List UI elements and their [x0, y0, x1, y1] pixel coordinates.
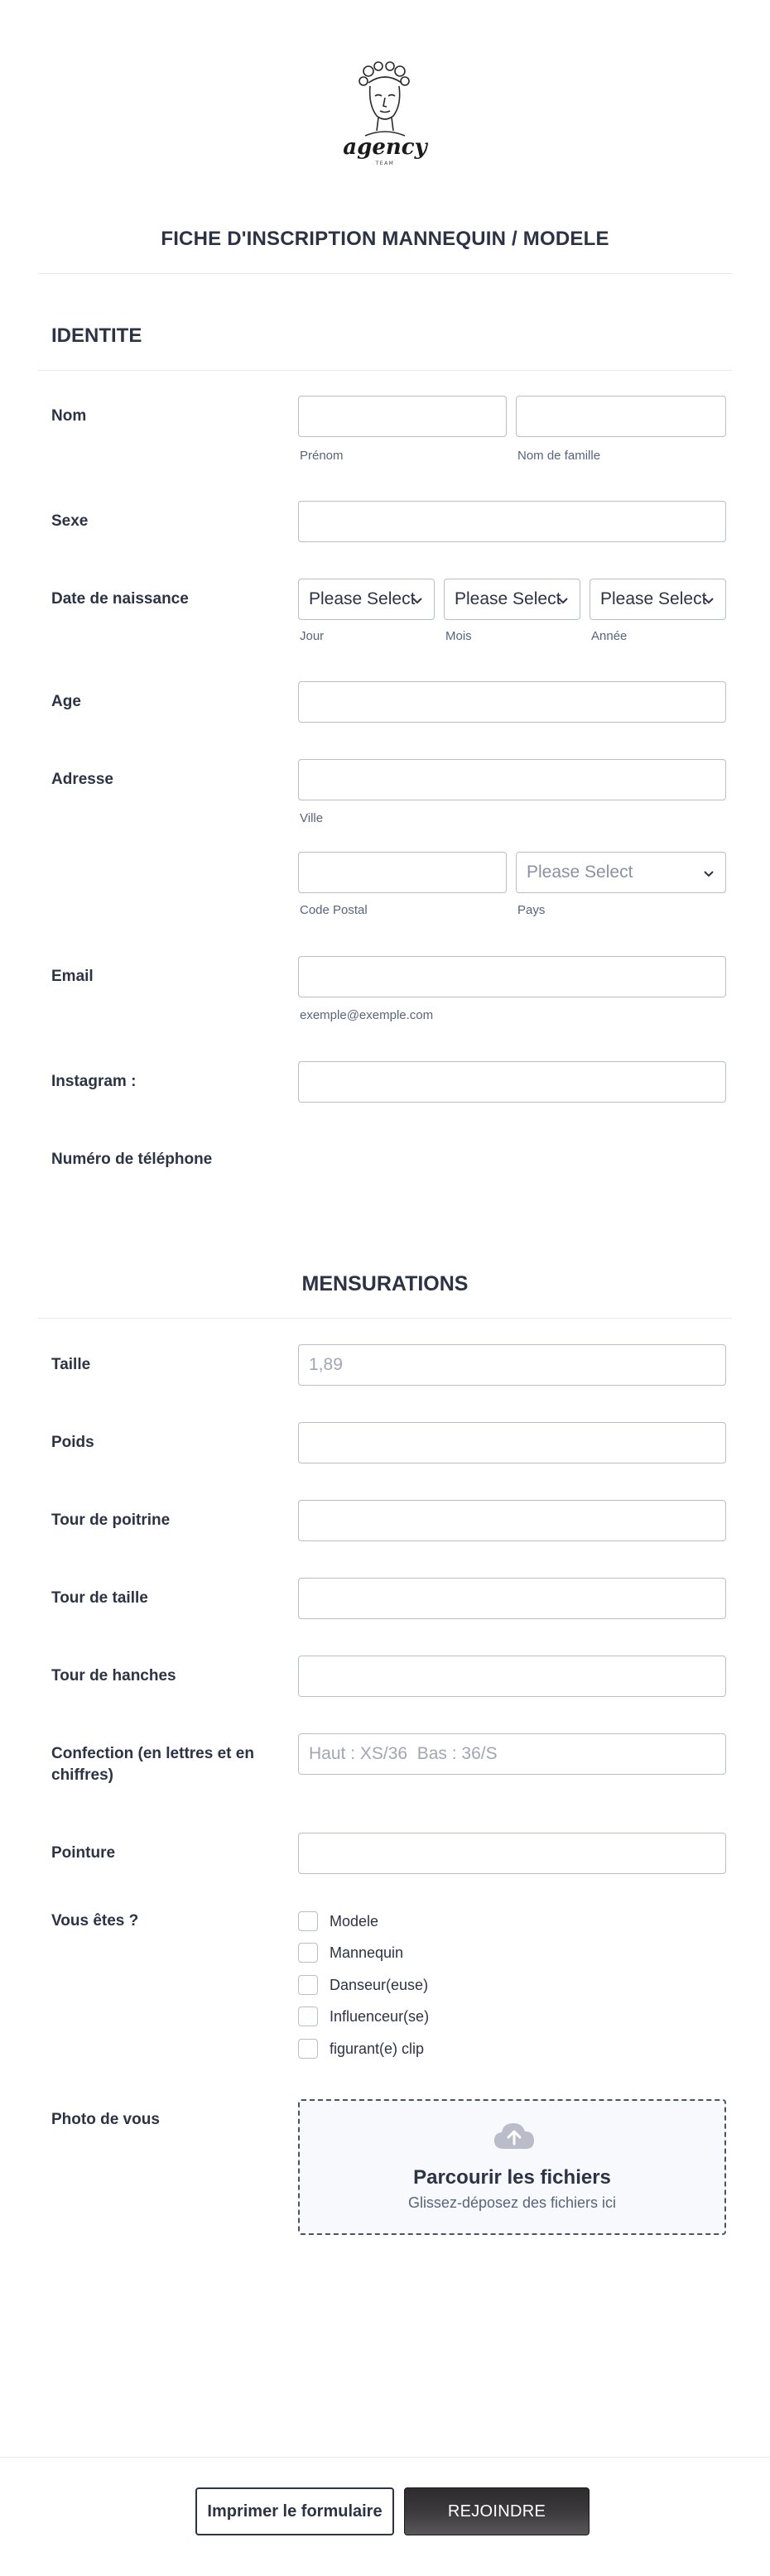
checkbox[interactable] — [298, 2039, 318, 2059]
form-title: FICHE D'INSCRIPTION MANNEQUIN / MODELE — [161, 228, 609, 250]
checkbox[interactable] — [298, 1911, 318, 1931]
print-form-button[interactable]: Imprimer le formulaire — [195, 2487, 394, 2535]
month-select-value: Please Select — [455, 589, 561, 608]
day-sublabel: Jour — [300, 629, 325, 643]
first-name-input[interactable] — [298, 396, 507, 437]
chevron-down-icon — [702, 594, 715, 607]
section-identite-title: IDENTITE — [51, 324, 142, 347]
confection-label: Confection (en lettres et en chiffres) — [51, 1745, 254, 1784]
tour-taille-input[interactable] — [298, 1578, 726, 1619]
pointure-label: Pointure — [51, 1844, 116, 1862]
month-select[interactable] — [444, 579, 580, 620]
poids-input[interactable] — [298, 1422, 726, 1463]
sexe-label: Sexe — [51, 512, 89, 530]
nom-label: Nom — [51, 407, 87, 425]
first-name-sublabel: Prénom — [300, 449, 344, 463]
email-sublabel: exemple@exemple.com — [300, 1008, 434, 1022]
checkbox-option-mannequin[interactable] — [298, 1942, 403, 1963]
checkbox-label: Modele — [330, 1912, 379, 1930]
last-name-input[interactable] — [516, 396, 726, 437]
year-select[interactable] — [590, 579, 726, 620]
section-mensurations-title: MENSURATIONS — [301, 1272, 469, 1295]
email-input[interactable] — [298, 956, 726, 997]
checkbox[interactable] — [298, 1943, 318, 1963]
upload-subtitle: Glissez-déposez des fichiers ici — [407, 2194, 617, 2211]
poids-label: Poids — [51, 1434, 94, 1451]
tour-taille-label: Tour de taille — [51, 1589, 148, 1607]
day-select-value: Please Select — [309, 589, 416, 608]
checkbox-label: Danseur(euse) — [330, 1976, 429, 1993]
code-postal-input[interactable] — [298, 852, 507, 893]
chevron-down-icon — [411, 594, 424, 607]
confection-input[interactable] — [298, 1733, 726, 1775]
pays-select-value: Please Select — [527, 863, 633, 882]
checkbox-option-influenceur[interactable] — [298, 2006, 429, 2027]
pointure-input[interactable] — [298, 1833, 726, 1874]
year-sublabel: Année — [591, 629, 628, 643]
code-postal-sublabel: Code Postal — [300, 903, 368, 917]
vous-etes-label: Vous êtes ? — [51, 1912, 139, 1930]
taille-label: Taille — [51, 1356, 91, 1373]
sexe-input[interactable] — [298, 501, 726, 542]
tour-poitrine-input[interactable] — [298, 1500, 726, 1541]
logo-tagline: TEAM — [375, 161, 395, 166]
taille-input[interactable] — [298, 1344, 726, 1386]
phone-label: Numéro de téléphone — [51, 1151, 213, 1168]
ville-sublabel: Ville — [300, 811, 324, 825]
footer-divider — [0, 2457, 770, 2458]
adresse-label: Adresse — [51, 771, 113, 788]
day-select[interactable] — [298, 579, 435, 620]
month-sublabel: Mois — [445, 629, 472, 643]
date-naissance-label: Date de naissance — [51, 590, 189, 608]
header-divider — [38, 273, 732, 274]
submit-button[interactable]: REJOINDRE — [404, 2487, 590, 2535]
tour-hanches-input[interactable] — [298, 1656, 726, 1697]
age-input[interactable] — [298, 681, 726, 723]
instagram-label: Instagram : — [51, 1073, 137, 1090]
checkbox-label: figurant(e) clip — [330, 2040, 425, 2057]
email-label: Email — [51, 968, 94, 985]
chevron-down-icon — [556, 594, 570, 607]
section-divider — [38, 370, 732, 371]
year-select-value: Please Select — [600, 589, 707, 608]
checkbox-option-figurant[interactable] — [298, 2038, 424, 2059]
agency-logo — [344, 60, 426, 167]
age-label: Age — [51, 693, 81, 710]
tour-hanches-label: Tour de hanches — [51, 1667, 176, 1684]
last-name-sublabel: Nom de famille — [517, 449, 601, 463]
checkbox-label: Influenceur(se) — [330, 2007, 430, 2025]
chevron-down-icon — [702, 867, 715, 880]
checkbox-option-danseur[interactable] — [298, 1974, 428, 1996]
file-upload-dropzone[interactable] — [298, 2099, 726, 2235]
tour-poitrine-label: Tour de poitrine — [51, 1511, 171, 1529]
instagram-input[interactable] — [298, 1061, 726, 1103]
photo-label: Photo de vous — [51, 2111, 160, 2128]
pays-select[interactable] — [516, 852, 726, 893]
checkbox-label: Mannequin — [330, 1944, 404, 1961]
ville-input[interactable] — [298, 759, 726, 800]
section-divider — [38, 1318, 732, 1319]
checkbox[interactable] — [298, 1975, 318, 1995]
cloud-upload-icon — [493, 2121, 536, 2151]
logo-wordmark: agency — [343, 135, 427, 160]
checkbox-option-modele[interactable] — [298, 1910, 378, 1932]
pays-sublabel: Pays — [517, 903, 546, 917]
checkbox[interactable] — [298, 2006, 318, 2026]
upload-title: Parcourir les fichiers — [413, 2166, 611, 2189]
